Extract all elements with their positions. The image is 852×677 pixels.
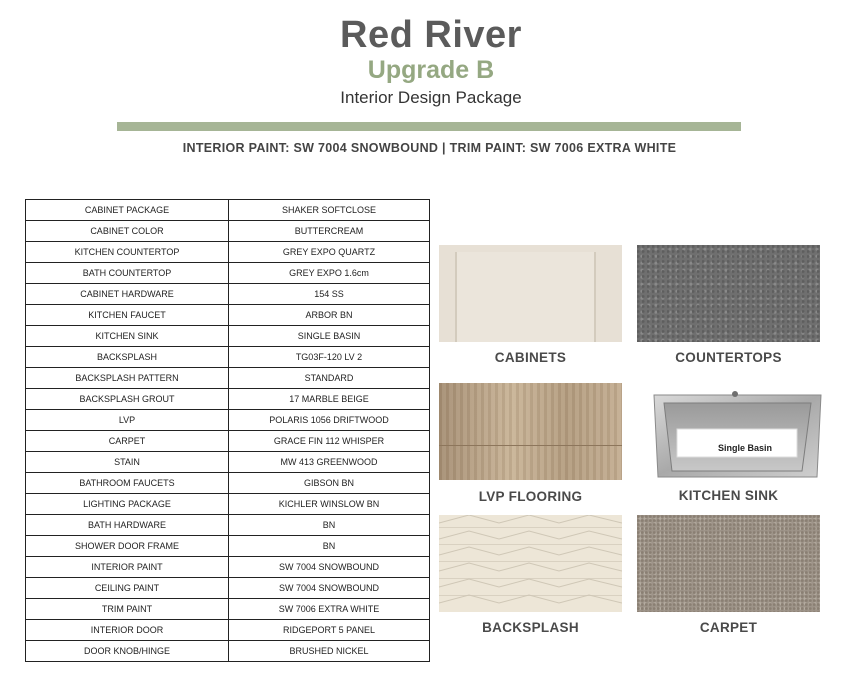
table-row [26,452,430,473]
table-row [26,494,430,515]
spec-item-cell: BATHROOM FAUCETS [26,473,229,494]
backsplash-swatch [439,515,622,612]
countertops-swatch [637,245,820,342]
spec-value-cell: STANDARD [229,368,430,389]
table-row [26,221,430,242]
package-subtitle: Upgrade B [367,56,495,84]
table-row [26,536,430,557]
carpet-caption: CARPET [699,620,758,635]
table-row [26,242,430,263]
cabinet-door-panel [455,252,596,342]
spec-value-cell: 17 MARBLE BEIGE [229,389,430,410]
spec-value-cell: RIDGEPORT 5 PANEL [229,620,430,641]
table-row [26,347,430,368]
spec-item-cell: KITCHEN SINK [26,326,229,347]
spec-value-cell: TG03F-120 LV 2 [229,347,430,368]
backsplash-tile-pattern [439,515,622,612]
spec-value-cell: BRUSHED NICKEL [229,641,430,662]
spec-value-cell: GREY EXPO QUARTZ [229,242,430,263]
spec-item-cell: STAIN [26,452,229,473]
spec-value-cell: 154 SS [229,284,430,305]
spec-value-cell: POLARIS 1056 DRIFTWOOD [229,410,430,431]
backsplash-caption: BACKSPLASH [482,620,579,635]
spec-table [25,199,430,662]
spec-value-cell: GRACE FIN 112 WHISPER [229,431,430,452]
spec-item-cell: LVP [26,410,229,431]
table-row [26,284,430,305]
package-tagline: Interior Design Package [340,88,522,107]
countertops-caption: COUNTERTOPS [675,350,782,365]
table-row [26,305,430,326]
table-row [26,578,430,599]
spec-item-cell: BACKSPLASH [26,347,229,368]
sink-image-label: Single Basin [717,443,772,453]
table-row [26,599,430,620]
table-row [26,368,430,389]
table-row [26,200,430,221]
spec-item-cell: BATH HARDWARE [26,515,229,536]
table-row [26,410,430,431]
spec-item-cell: CABINET PACKAGE [26,200,229,221]
spec-value-cell: GREY EXPO 1.6cm [229,263,430,284]
sink-illustration [652,385,823,480]
spec-item-cell: CABINET HARDWARE [26,284,229,305]
spec-value-cell: BUTTERCREAM [229,221,430,242]
page-title: Red River [340,14,522,56]
table-row [26,431,430,452]
spec-item-cell: KITCHEN FAUCET [26,305,229,326]
spec-value-cell: SINGLE BASIN [229,326,430,347]
spec-item-cell: TRIM PAINT [26,599,229,620]
spec-item-cell: INTERIOR PAINT [26,557,229,578]
spec-value-cell: ARBOR BN [229,305,430,326]
plank-seam [439,445,622,446]
spec-item-cell: BACKSPLASH PATTERN [26,368,229,389]
paint-summary: INTERIOR PAINT: SW 7004 SNOWBOUND | TRIM PAINT: SW 7006 EXTRA WHITE [182,141,677,155]
spec-item-cell: CARPET [26,431,229,452]
spec-item-cell: CABINET COLOR [26,221,229,242]
kitchen-sink-caption: KITCHEN SINK [678,488,779,503]
spec-item-cell: CEILING PAINT [26,578,229,599]
cabinets-caption: CABINETS [494,350,567,365]
table-row [26,515,430,536]
table-row [26,389,430,410]
lvp-caption: LVP FLOORING [478,489,583,504]
spec-table-body [26,200,430,662]
spec-value-cell: BN [229,536,430,557]
spec-value-cell: MW 413 GREENWOOD [229,452,430,473]
kitchen-sink-image [652,385,823,480]
carpet-swatch [637,515,820,612]
table-row [26,620,430,641]
spec-value-cell: SW 7004 SNOWBOUND [229,557,430,578]
table-row [26,641,430,662]
table-row [26,263,430,284]
spec-value-cell: SW 7006 EXTRA WHITE [229,599,430,620]
table-row [26,326,430,347]
spec-item-cell: DOOR KNOB/HINGE [26,641,229,662]
cabinets-swatch [439,245,622,342]
spec-item-cell: BATH COUNTERTOP [26,263,229,284]
spec-item-cell: INTERIOR DOOR [26,620,229,641]
table-row [26,557,430,578]
header-divider [117,122,741,131]
table-row [26,473,430,494]
spec-item-cell: KITCHEN COUNTERTOP [26,242,229,263]
spec-value-cell: KICHLER WINSLOW BN [229,494,430,515]
spec-value-cell: SW 7004 SNOWBOUND [229,578,430,599]
spec-item-cell: SHOWER DOOR FRAME [26,536,229,557]
spec-item-cell: BACKSPLASH GROUT [26,389,229,410]
spec-item-cell: LIGHTING PACKAGE [26,494,229,515]
spec-value-cell: BN [229,515,430,536]
spec-value-cell: SHAKER SOFTCLOSE [229,200,430,221]
lvp-swatch [439,383,622,480]
spec-value-cell: GIBSON BN [229,473,430,494]
